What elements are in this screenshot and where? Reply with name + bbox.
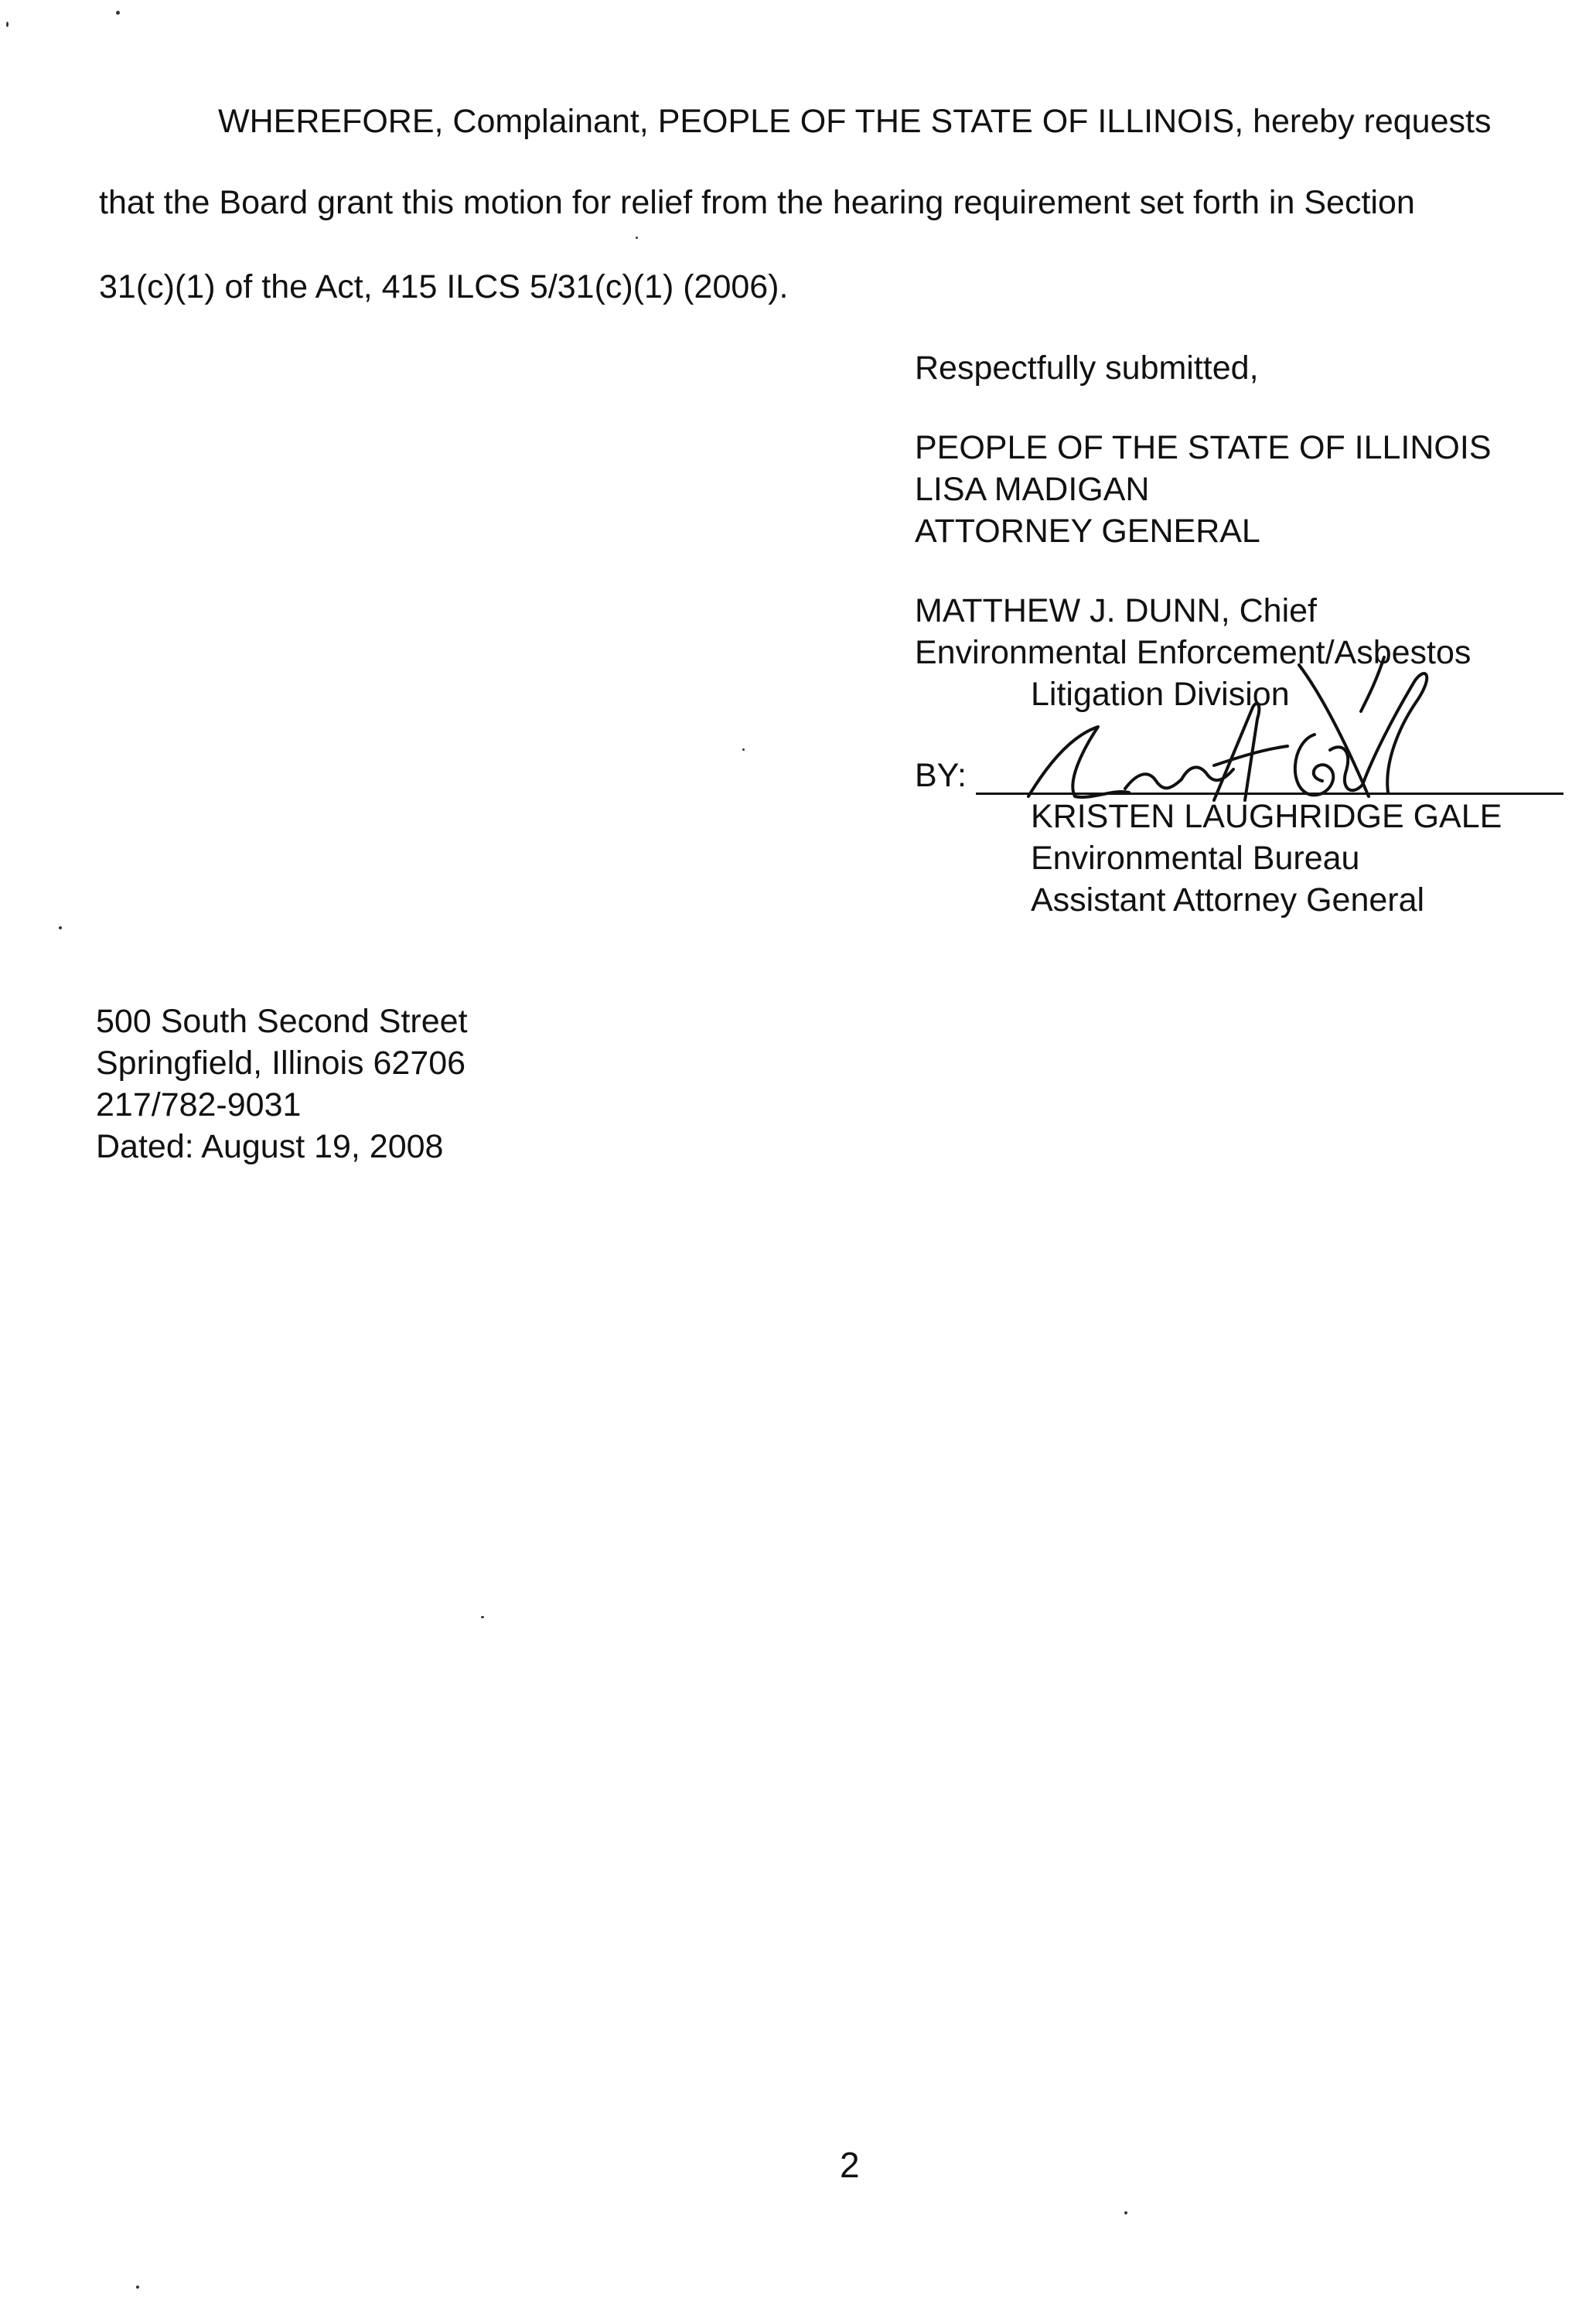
division-line-2: Environmental Enforcement/Asbestos	[915, 634, 1472, 671]
paragraph-line-2: that the Board grant this motion for relief from the hearing requirement set forth in Section	[99, 184, 1415, 221]
paragraph-line-3: 31(c)(1) of the Act, 415 ILCS 5/31(c)(1) (2006).	[99, 268, 789, 305]
scan-speck	[742, 748, 745, 751]
address-line-3: 217/782-9031	[96, 1086, 302, 1123]
scan-speck	[481, 1616, 484, 1618]
scan-speck	[136, 2286, 139, 2289]
paragraph-line-1: WHEREFORE, Complainant, PEOPLE OF THE STATE OF ILLINOIS, hereby requests	[218, 103, 1492, 140]
scan-speck	[6, 22, 9, 27]
page-number: 2	[840, 2145, 860, 2185]
division-line-3: Litigation Division	[1031, 676, 1290, 713]
party-line-2: LISA MADIGAN	[915, 471, 1150, 508]
scan-speck	[1124, 2211, 1127, 2214]
scan-speck	[636, 237, 638, 239]
party-line-3: ATTORNEY GENERAL	[915, 513, 1260, 550]
scan-speck	[59, 926, 62, 929]
signer-line-3: Assistant Attorney General	[1031, 881, 1425, 919]
signer-line-2: Environmental Bureau	[1031, 840, 1360, 877]
address-line-4: Dated: August 19, 2008	[96, 1128, 444, 1165]
signer-line-1: KRISTEN LAUGHRIDGE GALE	[1031, 798, 1502, 835]
by-label: BY:	[915, 757, 967, 794]
scan-speck	[116, 11, 120, 15]
address-line-2: Springfield, Illinois 62706	[96, 1045, 466, 1082]
address-line-1: 500 South Second Street	[96, 1003, 468, 1040]
closing-text: Respectfully submitted,	[915, 349, 1259, 387]
division-line-1: MATTHEW J. DUNN, Chief	[915, 592, 1317, 629]
party-line-1: PEOPLE OF THE STATE OF ILLINOIS	[915, 429, 1492, 466]
